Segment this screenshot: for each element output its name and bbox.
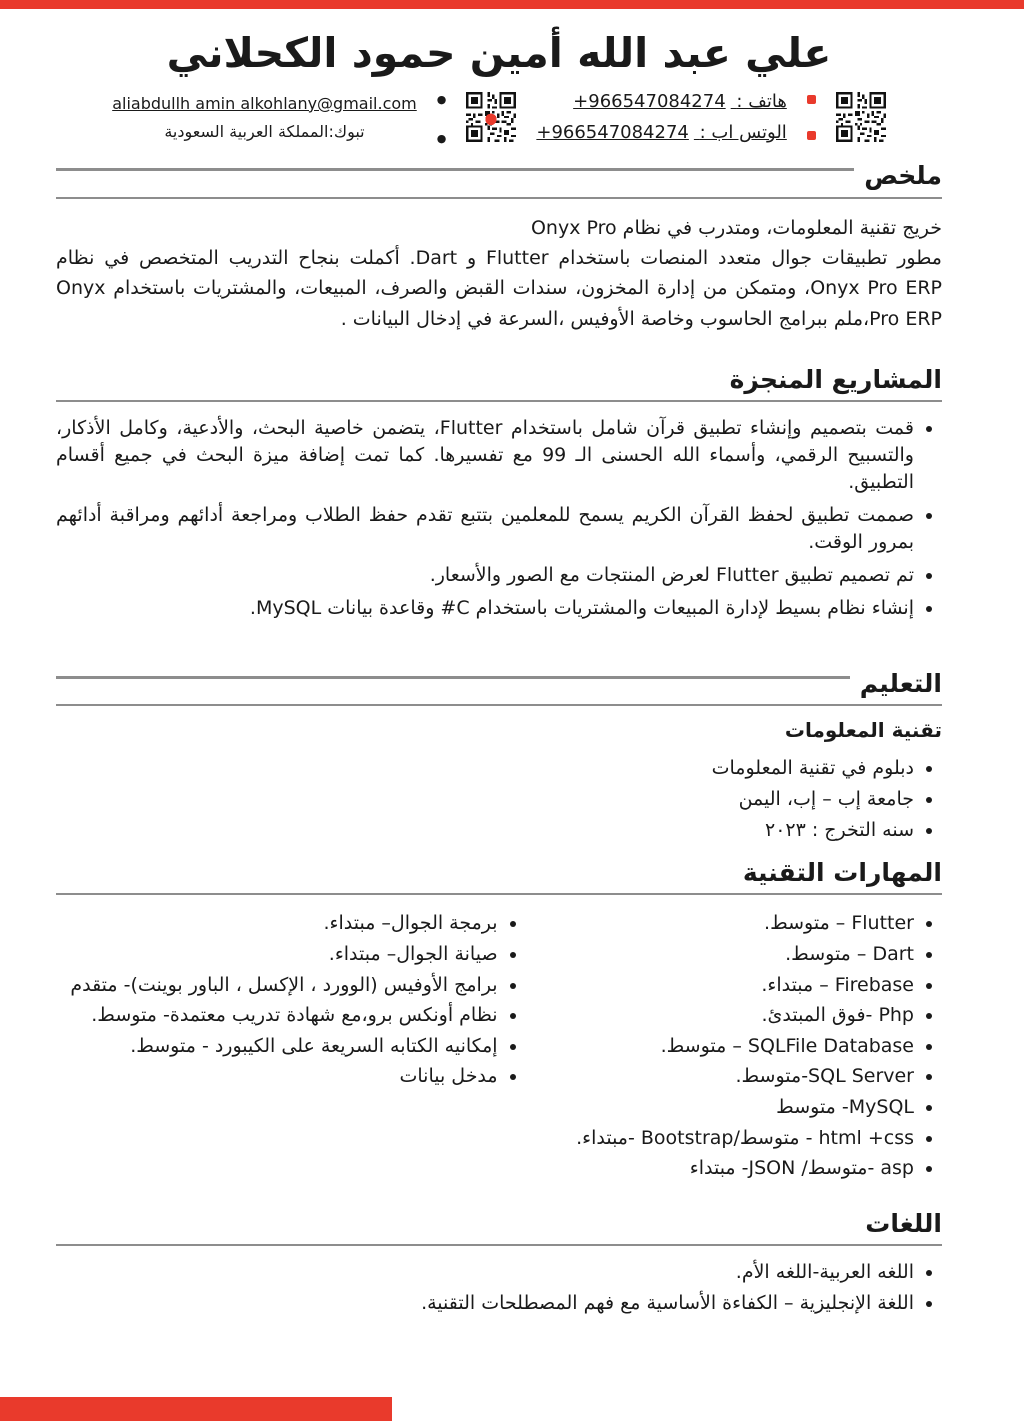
section-projects [56,364,942,622]
candidate-name: علي عبد الله أمين حمود الكحلاني [166,29,832,77]
summary-title: ملخص [864,161,942,191]
skill-item: • برامج الأوفيس (الوورد ، الإكسل ، الباور بوينت)- متقدم [56,972,498,999]
language-item: • اللغة الإنجليزية – الكفاءة الأساسية مع فهم المصطلحات التقنية. [56,1290,914,1317]
education-item: • دبلوم في تقنية المعلومات [56,755,914,782]
phone-label: هاتف : [736,91,787,113]
summary-intro: خريج تقنية المعلومات، ومتدرب في نظام Onyx Pro [530,216,942,239]
section-divider [56,676,850,679]
qr-logo-icon [486,114,497,125]
bottom-accent-bar [0,1397,392,1421]
section-summary [56,160,942,334]
section-languages [56,1208,942,1316]
email-link[interactable]: aliabdullh amin alkohlany@gmail.com [112,93,417,113]
contact-bar [56,88,942,146]
skill-item: • Firebase – مبتداء. [526,972,914,999]
languages-title: اللغات [865,1208,942,1238]
phone-whatsapp-stack [536,91,786,143]
whatsapp-marker-icon [807,131,816,140]
phone-row [573,91,787,113]
section-divider [56,197,942,199]
skills-columns [56,897,942,1185]
bullet-icon [437,127,447,146]
location-text: تبوك:المملكة العربية السعودية [164,121,365,141]
language-item: • اللغه العربية-اللغه الأم. [56,1259,914,1286]
skill-item: • إمكانيه الكتابه السريعة على الكيبورد - متوسط. [56,1033,498,1060]
skill-item: • asp -متوسط/ JSON- مبتداء [526,1155,914,1182]
skill-item: • نظام أونكس برو،مع شهادة تدريب معتمدة- متوسط. [56,1002,498,1029]
section-header [56,160,942,196]
project-item: • قمت بتصميم وإنشاء تطبيق قرآن شامل باستخدام Flutter، يتضمن خاصية البحث، والأدعية، وكامل الأذكار، والتسبيح الرقمي، وأسماء الله الحسنى الـ 99 مع تفسيرها. كما تمت إضافة ميزة البحث في جميع أقسام التطبيق. [56,415,914,496]
education-list [56,755,942,843]
project-item: • صممت تطبيق لحفظ القرآن الكريم يسمح للمعلمين بتتبع تقدم حفظ الطلاب ومراجعة أدائهم ومراقبة أدائهم بمرور الوقت. [56,502,914,556]
project-item: • إنشاء نظام بسيط لإدارة المبيعات والمشتريات باستخدام C# وقاعدة بيانات MySQL. [56,595,914,622]
section-header [56,668,942,704]
phone-link[interactable] [573,91,787,113]
section-skills [56,857,942,1186]
education-field: تقنية المعلومات [784,718,942,743]
section-divider [56,704,942,706]
education-title: التعليم [859,669,942,699]
section-divider [56,400,942,402]
whatsapp-label: الوتس اب : [699,121,787,143]
skills-list [526,910,942,1181]
skill-item: • Php -فوق المبتدئ. [526,1002,914,1029]
contact-bullets [437,88,447,146]
whatsapp-link[interactable] [536,122,786,144]
education-item: • سنه التخرج : ٢٠٢٣ [56,817,914,844]
education-item: • جامعة إب – إب، اليمن [56,786,914,813]
whatsapp-row [536,122,786,144]
skill-item: • SQL Server-متوسط. [526,1063,914,1090]
section-divider [56,893,942,895]
projects-title: المشاريع المنجزة [729,365,942,395]
skills-title: المهارات التقنية [742,858,942,888]
phone-number: +966547084274 [573,91,726,113]
languages-list [56,1259,942,1316]
phone-marker-icon [807,95,816,104]
bullet-icon [437,88,447,107]
summary-body: مطور تطبيقات جوال متعدد المنصات باستخدام Flutter و Dart. أكملت بنجاح التدريب المتخصص في نظام Onyx Pro ERP، ومتمكن من إدارة المخزون، سندات القبض والصرف، المبيعات، والمشتريات باستخدام Onyx Pro ERP،ملم ببرامج الحاسوب وخاصة الأوفيس ،السرعة في إدخال البيانات . [56,246,942,330]
skill-item: • html +css - متوسط/Bootstrap -مبتداء. [526,1125,914,1152]
skills-column-right [526,897,942,1185]
skill-item: • SQLFile Database – متوسط. [526,1033,914,1060]
qr-code-icon [466,92,516,142]
skill-item: • Dart – متوسط. [526,941,914,968]
email-location-stack [112,94,417,141]
qr-code-icon [836,92,886,142]
skill-item: • Flutter – متوسط. [526,910,914,937]
skills-list [56,910,526,1090]
section-education [56,668,942,843]
skills-column-left [56,897,526,1185]
projects-list [56,415,942,622]
project-item: • تم تصميم تطبيق Flutter لعرض المنتجات مع الصور والأسعار. [56,562,914,589]
skill-item: • صيانة الجوال– مبتداء. [56,941,498,968]
contact-markers [807,95,816,140]
section-divider [56,168,854,171]
whatsapp-number: +966547084274 [536,121,689,143]
section-divider [56,1244,942,1246]
top-accent-bar [0,0,1024,9]
skill-item: • مدخل بيانات [56,1063,498,1090]
skill-item: • MySQL- متوسط [526,1094,914,1121]
skill-item: • برمجة الجوال– مبتداء. [56,910,498,937]
